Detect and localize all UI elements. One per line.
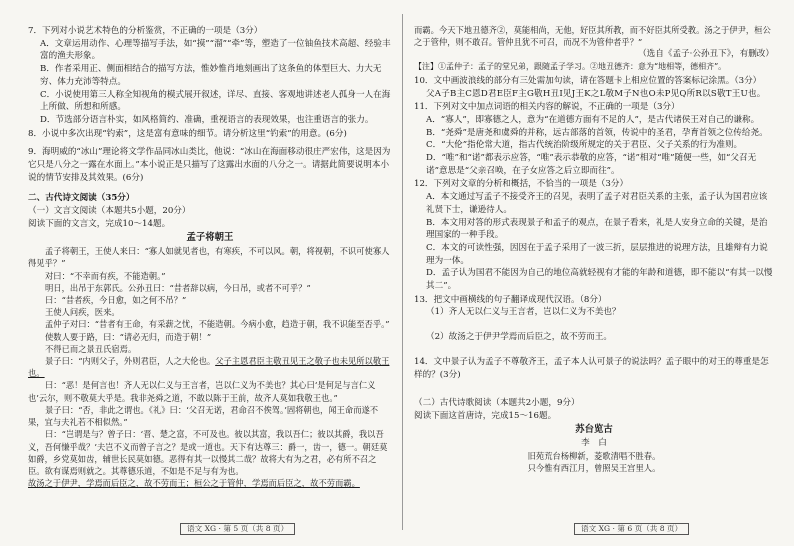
passage-paragraph: 孟仲子对曰：“昔者有王命，有采薪之忧，不能造朝。今病小愈，趋造于朝，我不识能至否乎。” bbox=[45, 319, 390, 330]
q13-stem: 13．把文中画横线的句子翻译成现代汉语。（8分） bbox=[414, 294, 607, 305]
passage-paragraph: 曰：“昔者疾，今日愈，如之何不吊？” bbox=[45, 295, 187, 306]
poem-author: 李 白 bbox=[581, 438, 607, 449]
q10-stem: 10．文中画波浪线的部分有三处需加句读，请在答题卡上相应位置的答案标记涂黑。（3分） bbox=[414, 75, 762, 86]
passage-text: 景子曰：“内则父子，外则君臣，人之大伦也。 bbox=[45, 356, 216, 367]
q12-option-c: C．本文的可读性强，因因在于孟子采用了一波三折，层层推进的说理方法，且雄辩有力说理为一体。 bbox=[426, 242, 768, 266]
passage-paragraph bbox=[28, 355, 392, 379]
left-page bbox=[28, 24, 392, 526]
instructions: 阅读下面的文言文，完成10～14题。 bbox=[28, 218, 171, 229]
q7-option-c: C．小说使用第三人称全知视角的模式展开叙述，详尽、直接、客观地讲述老人孤身一人在海上所做、所想和所感。 bbox=[40, 89, 391, 113]
underlined-sentence: 父子主恩君臣主敬丑见王之敬子也未见所以敬王也。 bbox=[28, 356, 390, 379]
q7-option-d: D．节选部分语言朴实，如风格简约、准确，重视语言的表现效果，也注重语言的张力。 bbox=[40, 114, 374, 125]
q12-option-a: A．本文通过写孟子不接受齐王的召见，表明了孟子对君臣关系的主张，孟子认为国君应该礼贤下士，谦逊待人。 bbox=[426, 192, 768, 215]
passage-paragraph: 景子曰：“否，非此之谓也。《礼》曰：‘父召无诺，君命召不俟驾。’固将朝也，闻王命而遂不果，宜与夫礼若不相似然。” bbox=[28, 404, 379, 428]
footer-left bbox=[180, 523, 295, 535]
page-number: 语文 XG · 第 6 页（共 8 页） bbox=[574, 523, 689, 535]
q13-part-2: （2）故汤之于伊尹学焉而后臣之，故不劳而王。 bbox=[426, 332, 612, 343]
q7-option-a: A．文章运用动作、心理等描写手法，如“摸”“溜”“牵”等，塑造了一位铀鱼技术高超、经验丰富的渔夫形象。 bbox=[40, 38, 391, 62]
q12-stem: 12．下列对文章的分析和概括，不恰当的一项是（3分） bbox=[414, 179, 629, 190]
poem-line: 旧苑荒台杨柳新，菱歌清唱不胜春。 bbox=[527, 451, 661, 462]
q13-part-1: （1）齐人无以仁义与王言者，岂以仁义为不美也？ bbox=[426, 307, 621, 318]
q7-option-b: B．作者采用正、侧面相结合的描写方法，惟妙惟肖地刻画出了这条鱼的体型巨大、力大无穷、体力充沛等特点。 bbox=[40, 64, 382, 87]
q12-option-b: B．本文用对答的形式表现景子和孟子的观点，在景子看来，礼是人安身立命的关键，是治理国家的一种手段。 bbox=[426, 217, 768, 241]
page-divider bbox=[402, 14, 403, 530]
q11-option-d: D．“唯”和“诺”都表示应答，“唯”表示恭敬的应答，“诺”相对“唯”随便一些，如“父召无诺”意思是“父亲召唤，在子女应答之后立即而往”。 bbox=[426, 153, 757, 176]
passage-paragraph: 王使人问疾，医来。 bbox=[45, 307, 120, 318]
right-page bbox=[414, 24, 774, 526]
section-2-heading: 二、古代诗文阅读（35分） bbox=[28, 193, 135, 204]
passage-paragraph bbox=[28, 477, 392, 489]
q9: 9．海明威的“冰山”理论将文学作品同冰山类比，他说：“冰山在海面移动很庄严宏伟，这是因为它只是八分之一露在水面上。”本小说正是只描写了这露出水面的八分之一。请据此简要说明本小说的情节安排及其效果。(6分) bbox=[28, 147, 391, 183]
q11-option-a: A．“寡人”，即寡德之人，意为“在道德方面有不足的人”，是古代诸侯王对自己的谦称。 bbox=[426, 114, 760, 125]
instructions-2: 阅读下面这首唐诗，完成15～16题。 bbox=[414, 410, 557, 421]
q11-stem: 11．下列对文中加点词语的相关内容的解说，不正确的一项是（3分） bbox=[414, 102, 680, 113]
q11-option-c: C．“大伦”指伦常大道，指古代统治阶级所规定的关于君臣、父子关系的行为准则。 bbox=[426, 140, 743, 151]
q14: 14．文中景子认为孟子不尊敬齐王，孟子本人认可景子的说法吗？孟子眼中的对王的尊重是怎样的？(3分) bbox=[414, 356, 769, 380]
passage bbox=[28, 245, 392, 489]
passage-paragraph: 明日，出吊于东郭氏。公孙丑曰：“昔者辞以病，今日吊，或者不可乎？” bbox=[45, 282, 311, 293]
q11-option-b: B．“尧舜”是唐尧和虞舜的并称，远古部落的首领，传说中的圣君，孕育首领之位传给尧。 bbox=[426, 127, 768, 138]
passage-paragraph: 曰：“岂谓是与？曾子曰：‘晋、楚之富，不可及也。彼以其富，我以吾仁；彼以其爵，我以吾义，吾何慊乎哉？’夫岂不义而曾子言之？是或一道也。天下有达尊三：爵一，齿一，德一。朝廷莫如爵，乡党莫如齿，辅世长民莫如德。恶得有其一以慢其二哉？故将大有为之君，必有所不召之臣。欲有谋焉则就之。其尊德乐道，不如是不足与有为也。 bbox=[28, 429, 388, 476]
subsection-1: （一）文言文阅读（本题共5小题，20分） bbox=[28, 206, 191, 217]
poem-title: 苏台览古 bbox=[575, 423, 613, 435]
passage-paragraph: 对曰：“不幸而有疾，不能造朝。” bbox=[45, 270, 166, 281]
q12-option-d: D．孟子认为国君不能因为自己的地位高就轻视有才能的年龄和道德，即不能以“有其一以慢其二”。 bbox=[426, 268, 773, 292]
page-number: 语文 XG · 第 5 页（共 8 页） bbox=[180, 523, 295, 535]
q7-stem: 7．下列对小说艺术特色的分析鉴赏，不正确的一项是（3分） bbox=[28, 26, 263, 36]
passage-paragraph: 曰：“恶！是何言也！齐人无以仁义与王言者，岂以仁义为不美也？其心曰‘是何足与言仁义也’云尔，则不敬莫大乎是。我非尧舜之道，不敢以陈于王前，故齐人莫如我敬王也。” bbox=[28, 380, 376, 403]
passage-source: （选自《孟子·公孙丑下》，有删改） bbox=[638, 49, 774, 60]
passage-paragraph: 孟子将朝王，王使人来曰：“寡人如就见者也，有寒疾，不可以风。朝，将视朝，不识可使寡人得见乎？” bbox=[28, 246, 390, 269]
underlined-sentence: 故汤之于伊尹，学焉而后臣之，故不劳而王；桓公之于管仲，学焉而后臣之，故不劳而霸。 bbox=[28, 478, 360, 489]
footer-right bbox=[574, 523, 689, 535]
passage-title: 孟子将朝王 bbox=[186, 231, 234, 243]
annotation-note: 【注】①孟仲子：孟子的堂兄弟，跟随孟子学习。②地丑德齐：意为“地相等，德相齐”。 bbox=[414, 62, 727, 72]
passage-continuation: 而霸。今天下地丑德齐②，莫能相尚，无他，好臣其所教，而不好臣其所受教。汤之于伊尹，桓公之于管仲，则不敢召。管仲且犹不可召，而况不为管仲者乎？” bbox=[414, 25, 771, 48]
subsection-2: （二）古代诗歌阅读（本题共2小题，9分） bbox=[414, 398, 580, 409]
q10-text: 父A子B主C恩D君E臣F主G敬H丑I见J王K之L敬M子N也O未P见Q所R以S敬T王U也。 bbox=[426, 88, 766, 99]
passage-paragraph: 不得已而之景丑氏宿焉。 bbox=[45, 343, 137, 354]
passage-paragraph: 使数人要于路，曰：“请必无归，而造于朝！” bbox=[45, 331, 212, 342]
q8: 8．小说中多次出现“钓索”，这是富有意味的细节。请分析这里“钓索”的用意。(6分) bbox=[28, 128, 347, 139]
poem-line: 只今惟有西江月，曾照吴王宫里人。 bbox=[527, 463, 661, 474]
